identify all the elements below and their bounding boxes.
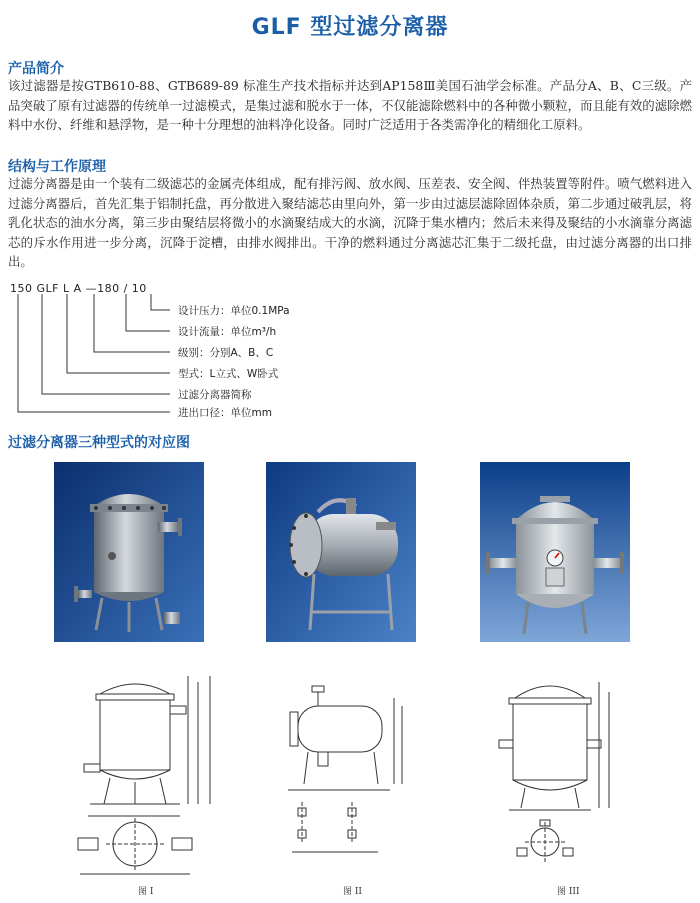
code-label-pressure: 设计压力：单位0.1MPa xyxy=(178,305,290,317)
code-label-diameter: 进出口径：单位mm xyxy=(178,407,272,419)
photo-vertical-filter-gauges xyxy=(480,462,630,642)
model-code: 150 GLF L A —180 / 10 xyxy=(10,282,147,295)
intro-heading: 产品简介 xyxy=(8,61,64,77)
page-title: GLF 型过滤分离器 xyxy=(251,15,449,40)
structure-text: 过滤分离器是由一个装有二级滤芯的金属壳体组成，配有排污阀、放水阀、压差表、安全阀、伴热装置等附件。喷气燃料进入过滤分离器后，首先汇集于铝制托盘，再分散进入聚结滤芯由里向外，第一步由过滤层滤除固体杂质，第二步通过破乳层，将乳化状态的油水分离，第三步由聚结层将微小的水滴聚结成大的水滴，沉降于集水槽内；然后未来得及聚结的小水滴靠分离滤芯的斥水作用进一步分离，沉降于淀槽，由排水阀排出。干净的燃料通过分离滤芯汇集于二级托盘，由过滤分离器的出口排出。 xyxy=(8,176,692,269)
intro-text: 该过滤器是按GTB610-88、GTB689-89 标准生产技术指标并达到AP158Ⅲ美国石油学会标准。产品分A、B、C三级。产品突破了原有过滤器的传统单一过滤模式，是集过滤和脱水于一体，不仅能滤除燃料中的各种微小颗粒，而且能有效的滤除燃料中水份、纤维和悬浮物，是一种十分理想的油料净化设备。同时广泛适用于各类需净化的精细化工原料。 xyxy=(8,78,692,132)
code-label-type: 型式：L立式、W卧式 xyxy=(178,368,279,380)
photo-vertical-filter xyxy=(54,462,204,642)
code-label-flow: 设计流量：单位m³/h xyxy=(178,326,277,338)
figure-label-2: 图 II xyxy=(343,887,362,897)
drawing-vertical-filter-gauges xyxy=(495,672,625,882)
code-label-grade: 级别：分别A、B、C xyxy=(178,347,274,359)
photo-horizontal-filter xyxy=(266,462,416,642)
figure-label-3: 图 III xyxy=(557,887,580,897)
figure-label-1: 图 I xyxy=(138,887,154,897)
code-label-name: 过滤分离器简称 xyxy=(178,389,252,401)
drawing-horizontal-filter xyxy=(278,672,408,882)
figures-heading: 过滤分离器三种型式的对应图 xyxy=(8,435,190,451)
structure-heading: 结构与工作原理 xyxy=(8,159,106,175)
drawing-vertical-filter xyxy=(70,672,220,882)
